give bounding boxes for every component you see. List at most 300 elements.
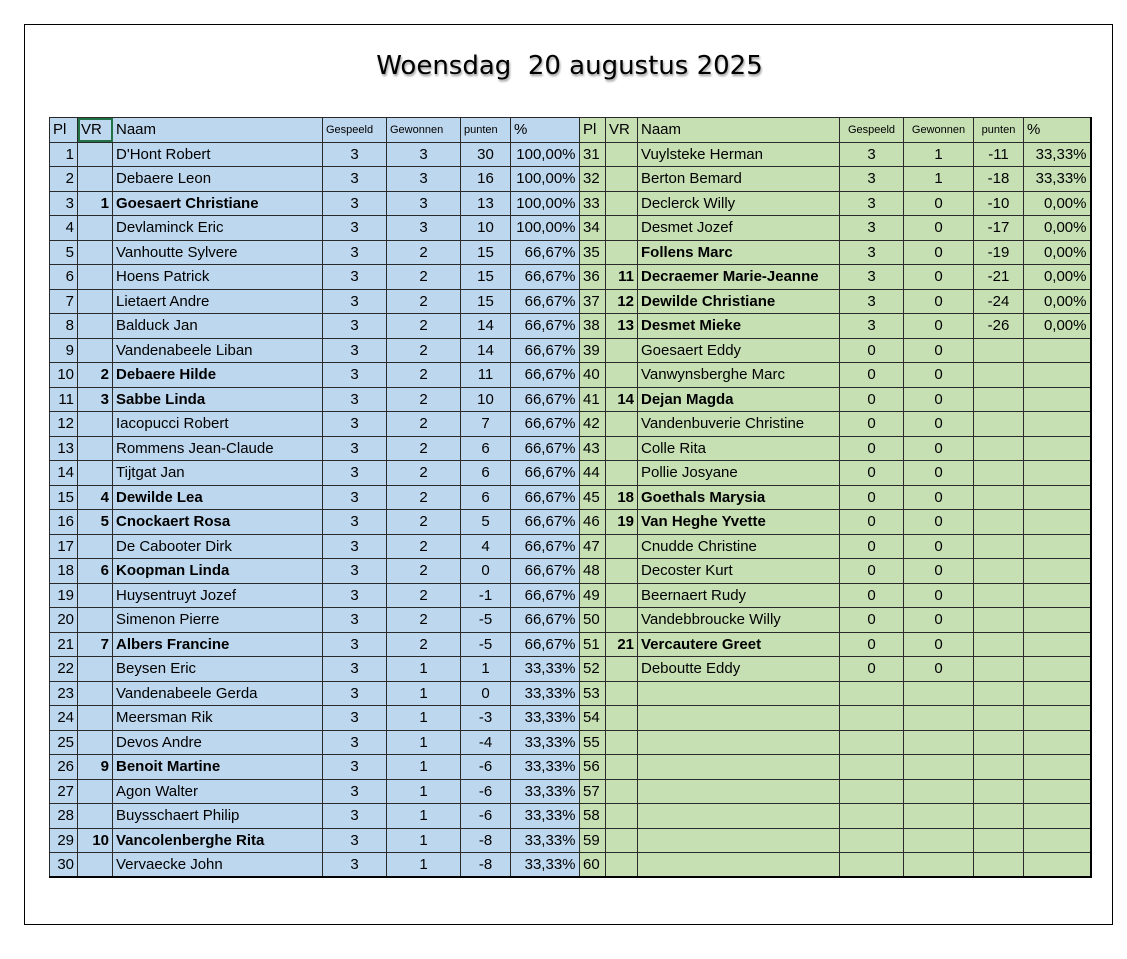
cell-naam[interactable]: Vancolenberghe Rita [113,828,323,853]
cell-gespeeld[interactable]: 0 [840,583,904,608]
cell-vr[interactable] [606,338,638,363]
cell-gewonnen[interactable]: 2 [387,534,461,559]
cell-pl[interactable]: 37 [580,289,606,314]
cell-naam[interactable]: Decoster Kurt [638,559,840,584]
cell-pct[interactable] [1024,338,1091,363]
cell-naam[interactable]: Dewilde Lea [113,485,323,510]
cell-pl[interactable]: 51 [580,632,606,657]
cell-pl[interactable]: 48 [580,559,606,584]
cell-gespeeld[interactable] [840,804,904,829]
cell-pl[interactable]: 35 [580,240,606,265]
cell-punten[interactable]: 16 [461,167,511,192]
cell-gewonnen[interactable] [904,779,974,804]
cell-naam[interactable]: Vandenbuverie Christine [638,412,840,437]
cell-gespeeld[interactable]: 3 [323,289,387,314]
cell-vr[interactable] [78,657,113,682]
cell-punten[interactable]: -17 [974,216,1024,241]
cell-gespeeld[interactable]: 3 [840,142,904,167]
cell-vr[interactable] [78,412,113,437]
cell-pl[interactable]: 56 [580,755,606,780]
cell-punten[interactable] [974,412,1024,437]
cell-vr[interactable] [606,461,638,486]
cell-pct[interactable] [1024,559,1091,584]
cell-gewonnen[interactable]: 2 [387,559,461,584]
cell-naam[interactable]: Tijtgat Jan [113,461,323,486]
cell-vr[interactable] [606,167,638,192]
cell-pl[interactable]: 12 [50,412,78,437]
cell-vr[interactable]: 14 [606,387,638,412]
cell-pl[interactable]: 50 [580,608,606,633]
cell-gespeeld[interactable]: 3 [323,387,387,412]
cell-vr[interactable]: 3 [78,387,113,412]
cell-vr[interactable]: 5 [78,510,113,535]
cell-pl[interactable]: 36 [580,265,606,290]
cell-gespeeld[interactable]: 3 [323,436,387,461]
cell-naam[interactable] [638,779,840,804]
cell-pct[interactable] [1024,853,1091,878]
cell-vr[interactable] [606,828,638,853]
cell-pl[interactable]: 7 [50,289,78,314]
cell-punten[interactable] [974,363,1024,388]
cell-gewonnen[interactable]: 1 [387,706,461,731]
cell-gespeeld[interactable]: 0 [840,510,904,535]
cell-gespeeld[interactable]: 3 [323,510,387,535]
cell-punten[interactable] [974,338,1024,363]
cell-vr[interactable] [606,363,638,388]
cell-gespeeld[interactable]: 3 [323,804,387,829]
cell-pl[interactable]: 49 [580,583,606,608]
cell-gewonnen[interactable]: 0 [904,632,974,657]
cell-gespeeld[interactable]: 3 [323,314,387,339]
cell-naam[interactable]: Vandenabeele Gerda [113,681,323,706]
cell-pct[interactable]: 0,00% [1024,216,1091,241]
cell-gewonnen[interactable]: 2 [387,314,461,339]
cell-naam[interactable]: Pollie Josyane [638,461,840,486]
cell-pct[interactable]: 33,33% [511,657,580,682]
cell-gespeeld[interactable]: 0 [840,485,904,510]
cell-naam[interactable]: Meersman Rik [113,706,323,731]
cell-gewonnen[interactable]: 0 [904,608,974,633]
cell-pct[interactable]: 0,00% [1024,265,1091,290]
cell-pl[interactable]: 8 [50,314,78,339]
cell-pl[interactable]: 20 [50,608,78,633]
cell-gewonnen[interactable]: 2 [387,363,461,388]
cell-vr[interactable] [78,167,113,192]
cell-vr[interactable] [606,755,638,780]
cell-pct[interactable]: 66,67% [511,412,580,437]
cell-vr[interactable] [78,142,113,167]
cell-gewonnen[interactable]: 1 [387,779,461,804]
cell-gespeeld[interactable]: 3 [323,167,387,192]
cell-gewonnen[interactable]: 0 [904,240,974,265]
cell-vr[interactable] [606,804,638,829]
cell-punten[interactable]: 14 [461,338,511,363]
cell-pl[interactable]: 26 [50,755,78,780]
cell-pct[interactable]: 100,00% [511,216,580,241]
cell-pct[interactable]: 0,00% [1024,289,1091,314]
cell-pl[interactable]: 3 [50,191,78,216]
cell-punten[interactable]: 7 [461,412,511,437]
cell-punten[interactable] [974,632,1024,657]
cell-naam[interactable]: Desmet Jozef [638,216,840,241]
cell-pct[interactable]: 33,33% [511,681,580,706]
cell-pl[interactable]: 23 [50,681,78,706]
cell-gespeeld[interactable]: 0 [840,387,904,412]
cell-pct[interactable]: 33,33% [511,828,580,853]
cell-naam[interactable]: Benoit Martine [113,755,323,780]
header-vr[interactable]: VR [78,118,113,143]
cell-gespeeld[interactable] [840,755,904,780]
cell-pl[interactable]: 34 [580,216,606,241]
cell-vr[interactable] [606,240,638,265]
cell-pct[interactable]: 66,67% [511,363,580,388]
cell-vr[interactable] [606,583,638,608]
cell-vr[interactable] [78,461,113,486]
cell-punten[interactable]: 6 [461,485,511,510]
cell-gewonnen[interactable]: 0 [904,485,974,510]
cell-pct[interactable]: 33,33% [511,853,580,878]
cell-punten[interactable]: 1 [461,657,511,682]
cell-pct[interactable] [1024,779,1091,804]
cell-pct[interactable] [1024,755,1091,780]
cell-punten[interactable]: -18 [974,167,1024,192]
cell-pct[interactable] [1024,363,1091,388]
cell-pct[interactable] [1024,485,1091,510]
cell-pct[interactable]: 66,67% [511,608,580,633]
cell-gespeeld[interactable]: 0 [840,412,904,437]
cell-punten[interactable]: 4 [461,534,511,559]
cell-naam[interactable]: De Cabooter Dirk [113,534,323,559]
cell-gewonnen[interactable]: 2 [387,608,461,633]
cell-pl[interactable]: 44 [580,461,606,486]
cell-pl[interactable]: 43 [580,436,606,461]
cell-punten[interactable]: -8 [461,853,511,878]
cell-pct[interactable] [1024,387,1091,412]
cell-gespeeld[interactable]: 3 [323,191,387,216]
cell-pct[interactable]: 33,33% [1024,167,1091,192]
cell-vr[interactable] [78,583,113,608]
cell-gespeeld[interactable]: 3 [323,363,387,388]
cell-punten[interactable]: -10 [974,191,1024,216]
cell-gewonnen[interactable] [904,828,974,853]
cell-vr[interactable]: 4 [78,485,113,510]
cell-pl[interactable]: 19 [50,583,78,608]
cell-gewonnen[interactable]: 0 [904,510,974,535]
cell-gewonnen[interactable] [904,853,974,878]
cell-vr[interactable] [78,608,113,633]
cell-gewonnen[interactable]: 1 [387,657,461,682]
cell-vr[interactable] [606,436,638,461]
cell-gewonnen[interactable]: 1 [387,730,461,755]
cell-pl[interactable]: 31 [580,142,606,167]
cell-punten[interactable]: 5 [461,510,511,535]
cell-vr[interactable] [78,240,113,265]
cell-gespeeld[interactable] [840,706,904,731]
cell-punten[interactable]: -4 [461,730,511,755]
cell-pct[interactable] [1024,632,1091,657]
cell-vr[interactable] [78,436,113,461]
cell-naam[interactable]: Lietaert Andre [113,289,323,314]
cell-naam[interactable]: Rommens Jean-Claude [113,436,323,461]
cell-gespeeld[interactable]: 3 [323,632,387,657]
cell-punten[interactable]: -1 [461,583,511,608]
cell-naam[interactable]: Dejan Magda [638,387,840,412]
cell-naam[interactable]: Deboutte Eddy [638,657,840,682]
cell-pct[interactable]: 0,00% [1024,191,1091,216]
cell-gewonnen[interactable]: 0 [904,583,974,608]
cell-gespeeld[interactable] [840,730,904,755]
cell-pl[interactable]: 59 [580,828,606,853]
cell-punten[interactable]: 15 [461,240,511,265]
cell-vr[interactable]: 1 [78,191,113,216]
cell-naam[interactable]: Vervaecke John [113,853,323,878]
cell-gespeeld[interactable]: 0 [840,338,904,363]
cell-vr[interactable] [606,730,638,755]
cell-vr[interactable] [606,657,638,682]
cell-pl[interactable]: 38 [580,314,606,339]
cell-pl[interactable]: 33 [580,191,606,216]
cell-gewonnen[interactable]: 1 [387,804,461,829]
cell-gespeeld[interactable]: 0 [840,363,904,388]
cell-pct[interactable]: 66,67% [511,534,580,559]
cell-gewonnen[interactable]: 1 [387,755,461,780]
cell-gewonnen[interactable]: 2 [387,461,461,486]
cell-gespeeld[interactable]: 3 [840,167,904,192]
cell-vr[interactable] [78,779,113,804]
cell-gewonnen[interactable]: 3 [387,191,461,216]
cell-gewonnen[interactable]: 0 [904,461,974,486]
cell-pl[interactable]: 24 [50,706,78,731]
cell-gewonnen[interactable]: 2 [387,583,461,608]
cell-gewonnen[interactable]: 0 [904,436,974,461]
cell-punten[interactable] [974,779,1024,804]
cell-naam[interactable]: Colle Rita [638,436,840,461]
cell-punten[interactable]: -6 [461,779,511,804]
cell-punten[interactable] [974,583,1024,608]
cell-vr[interactable] [78,804,113,829]
cell-gewonnen[interactable]: 0 [904,412,974,437]
cell-gespeeld[interactable]: 3 [323,485,387,510]
cell-gewonnen[interactable]: 2 [387,510,461,535]
cell-pl[interactable]: 57 [580,779,606,804]
cell-gespeeld[interactable] [840,853,904,878]
cell-gespeeld[interactable]: 3 [323,779,387,804]
cell-vr[interactable] [606,853,638,878]
cell-gespeeld[interactable]: 3 [323,240,387,265]
cell-naam[interactable]: Goesaert Christiane [113,191,323,216]
cell-pct[interactable]: 66,67% [511,387,580,412]
cell-vr[interactable]: 19 [606,510,638,535]
cell-pl[interactable]: 54 [580,706,606,731]
cell-gewonnen[interactable]: 2 [387,387,461,412]
cell-gewonnen[interactable]: 2 [387,412,461,437]
cell-vr[interactable]: 10 [78,828,113,853]
cell-naam[interactable]: Declerck Willy [638,191,840,216]
cell-gespeeld[interactable]: 3 [840,191,904,216]
cell-gespeeld[interactable]: 3 [323,853,387,878]
cell-pl[interactable]: 2 [50,167,78,192]
cell-pl[interactable]: 21 [50,632,78,657]
cell-pct[interactable]: 33,33% [1024,142,1091,167]
cell-pl[interactable]: 47 [580,534,606,559]
cell-pl[interactable]: 4 [50,216,78,241]
cell-naam[interactable]: Hoens Patrick [113,265,323,290]
cell-punten[interactable] [974,828,1024,853]
cell-pl[interactable]: 60 [580,853,606,878]
cell-pl[interactable]: 30 [50,853,78,878]
cell-gespeeld[interactable]: 3 [323,657,387,682]
cell-punten[interactable]: -19 [974,240,1024,265]
cell-gespeeld[interactable]: 3 [323,681,387,706]
cell-gewonnen[interactable]: 2 [387,289,461,314]
cell-gespeeld[interactable]: 3 [323,755,387,780]
cell-gespeeld[interactable] [840,779,904,804]
cell-pct[interactable] [1024,436,1091,461]
cell-pl[interactable]: 28 [50,804,78,829]
cell-gespeeld[interactable]: 3 [840,289,904,314]
cell-pct[interactable]: 33,33% [511,804,580,829]
cell-vr[interactable] [606,534,638,559]
cell-pl[interactable]: 1 [50,142,78,167]
cell-gespeeld[interactable]: 3 [323,142,387,167]
cell-pct[interactable] [1024,461,1091,486]
cell-vr[interactable] [606,681,638,706]
cell-punten[interactable] [974,804,1024,829]
cell-gespeeld[interactable]: 0 [840,608,904,633]
cell-gespeeld[interactable]: 3 [323,608,387,633]
cell-gewonnen[interactable]: 3 [387,216,461,241]
cell-gespeeld[interactable]: 3 [323,706,387,731]
cell-naam[interactable] [638,804,840,829]
cell-naam[interactable]: Iacopucci Robert [113,412,323,437]
cell-pct[interactable]: 66,67% [511,338,580,363]
cell-pct[interactable]: 66,67% [511,289,580,314]
cell-naam[interactable]: Goesaert Eddy [638,338,840,363]
cell-vr[interactable]: 18 [606,485,638,510]
cell-vr[interactable] [78,706,113,731]
cell-naam[interactable]: Beernaert Rudy [638,583,840,608]
cell-gespeeld[interactable]: 3 [840,216,904,241]
cell-naam[interactable]: Dewilde Christiane [638,289,840,314]
cell-gewonnen[interactable]: 0 [904,657,974,682]
cell-naam[interactable]: Koopman Linda [113,559,323,584]
cell-pl[interactable]: 45 [580,485,606,510]
cell-naam[interactable]: Sabbe Linda [113,387,323,412]
cell-pct[interactable] [1024,828,1091,853]
cell-punten[interactable]: -5 [461,632,511,657]
cell-pct[interactable] [1024,534,1091,559]
cell-punten[interactable]: 10 [461,387,511,412]
cell-gewonnen[interactable] [904,755,974,780]
cell-gespeeld[interactable]: 3 [323,828,387,853]
cell-vr[interactable] [78,265,113,290]
cell-gespeeld[interactable]: 3 [323,338,387,363]
cell-punten[interactable]: 15 [461,289,511,314]
cell-pct[interactable]: 66,67% [511,461,580,486]
cell-vr[interactable]: 21 [606,632,638,657]
cell-naam[interactable]: Desmet Mieke [638,314,840,339]
cell-vr[interactable] [606,559,638,584]
cell-gewonnen[interactable]: 0 [904,338,974,363]
cell-pl[interactable]: 46 [580,510,606,535]
cell-punten[interactable] [974,387,1024,412]
cell-vr[interactable]: 12 [606,289,638,314]
cell-vr[interactable] [78,314,113,339]
cell-gewonnen[interactable]: 2 [387,338,461,363]
cell-punten[interactable] [974,657,1024,682]
cell-punten[interactable] [974,436,1024,461]
cell-gespeeld[interactable] [840,681,904,706]
cell-gespeeld[interactable]: 3 [323,265,387,290]
cell-punten[interactable]: 14 [461,314,511,339]
cell-pl[interactable]: 58 [580,804,606,829]
cell-naam[interactable] [638,730,840,755]
cell-naam[interactable] [638,755,840,780]
cell-naam[interactable]: Goethals Marysia [638,485,840,510]
cell-vr[interactable]: 6 [78,559,113,584]
cell-vr[interactable]: 13 [606,314,638,339]
cell-vr[interactable] [78,853,113,878]
cell-gewonnen[interactable]: 0 [904,387,974,412]
cell-naam[interactable]: Vercautere Greet [638,632,840,657]
cell-pl[interactable]: 11 [50,387,78,412]
cell-gespeeld[interactable]: 0 [840,534,904,559]
cell-gewonnen[interactable]: 0 [904,265,974,290]
cell-punten[interactable] [974,853,1024,878]
cell-punten[interactable]: -6 [461,804,511,829]
cell-naam[interactable]: Debaere Leon [113,167,323,192]
cell-naam[interactable]: Balduck Jan [113,314,323,339]
cell-naam[interactable]: D'Hont Robert [113,142,323,167]
cell-gewonnen[interactable]: 2 [387,265,461,290]
cell-pl[interactable]: 32 [580,167,606,192]
cell-pct[interactable]: 100,00% [511,191,580,216]
cell-pl[interactable]: 55 [580,730,606,755]
cell-pct[interactable]: 66,67% [511,510,580,535]
cell-naam[interactable]: Berton Bemard [638,167,840,192]
cell-gewonnen[interactable] [904,804,974,829]
cell-naam[interactable]: Devos Andre [113,730,323,755]
cell-punten[interactable] [974,510,1024,535]
cell-gewonnen[interactable]: 0 [904,534,974,559]
cell-pl[interactable]: 6 [50,265,78,290]
cell-pct[interactable] [1024,730,1091,755]
cell-gespeeld[interactable]: 3 [323,559,387,584]
cell-punten[interactable]: 10 [461,216,511,241]
cell-naam[interactable]: Cnockaert Rosa [113,510,323,535]
cell-gewonnen[interactable]: 0 [904,289,974,314]
cell-vr[interactable] [606,142,638,167]
cell-pct[interactable]: 66,67% [511,485,580,510]
cell-gewonnen[interactable]: 2 [387,485,461,510]
cell-naam[interactable]: Van Heghe Yvette [638,510,840,535]
cell-punten[interactable]: -11 [974,142,1024,167]
cell-pl[interactable]: 29 [50,828,78,853]
cell-punten[interactable] [974,559,1024,584]
cell-gewonnen[interactable]: 1 [904,142,974,167]
cell-pl[interactable]: 13 [50,436,78,461]
cell-gespeeld[interactable]: 3 [323,412,387,437]
cell-vr[interactable] [78,338,113,363]
cell-punten[interactable] [974,485,1024,510]
cell-punten[interactable]: -8 [461,828,511,853]
cell-gespeeld[interactable]: 3 [323,730,387,755]
cell-naam[interactable]: Beysen Eric [113,657,323,682]
cell-punten[interactable] [974,608,1024,633]
cell-pct[interactable] [1024,706,1091,731]
cell-gespeeld[interactable]: 3 [323,216,387,241]
cell-naam[interactable]: Vandenabeele Liban [113,338,323,363]
